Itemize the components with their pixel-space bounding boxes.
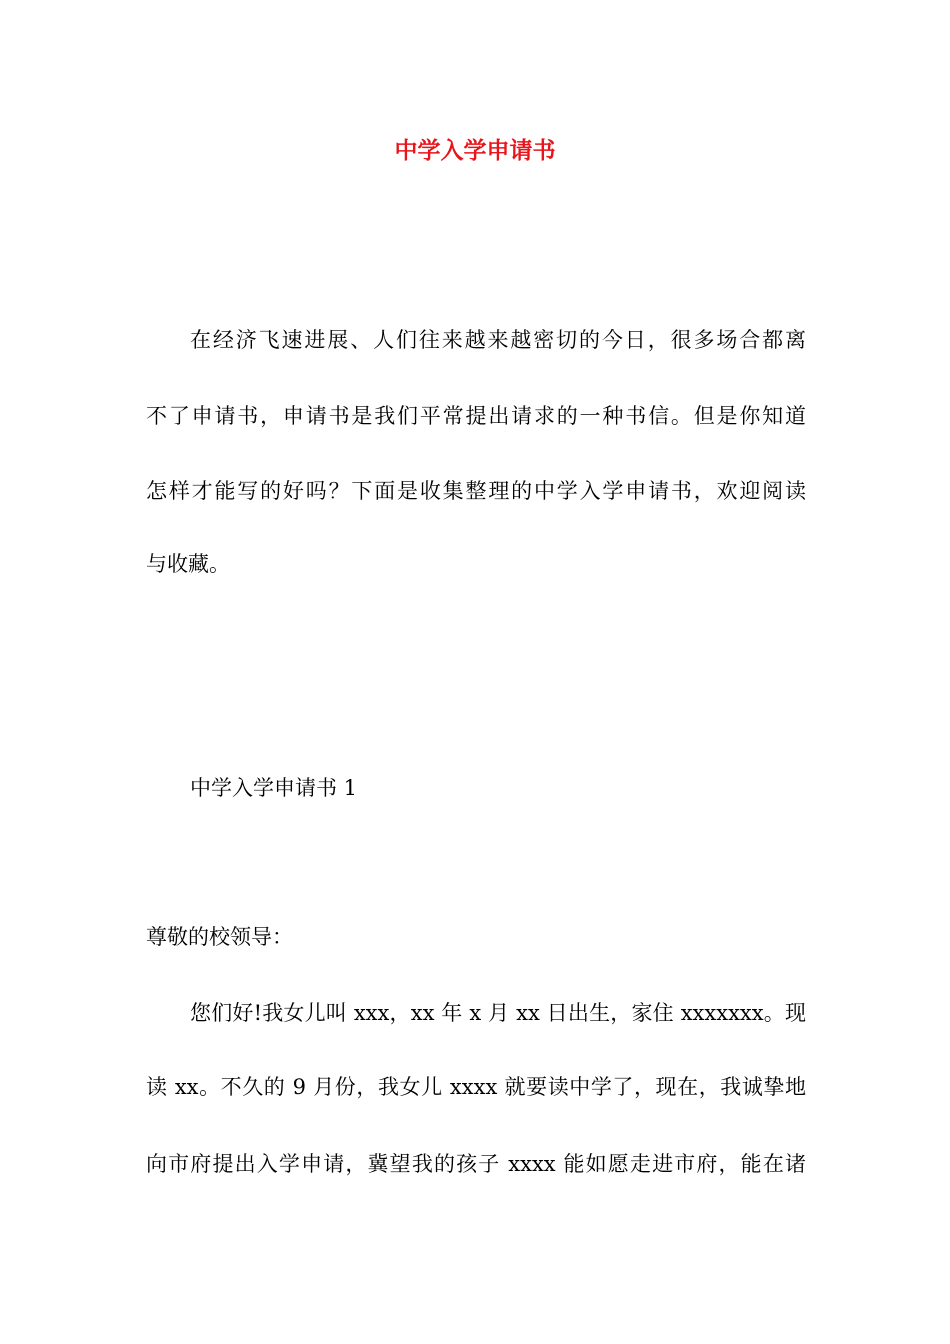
body-line-3: 向市府提出入学申请，冀望我的孩子 xxxx 能如愿走进市府，能在诸 — [146, 1152, 806, 1176]
salutation: 尊敬的校领导： — [146, 925, 293, 949]
body-line-1: 您们好!我女儿叫 xxx，xx 年 x 月 xx 日出生，家住 xxxxxxx。现 — [190, 1001, 806, 1025]
section-heading: 中学入学申请书 1 — [190, 776, 358, 800]
document-title: 中学入学申请书 — [394, 137, 556, 164]
intro-line-1: 在经济飞速进展、人们往来越来越密切的今日，很多场合都离 — [190, 328, 806, 352]
intro-line-4: 与收藏。 — [146, 552, 230, 576]
intro-line-2: 不了申请书，申请书是我们平常提出请求的一种书信。但是你知道 — [146, 404, 806, 428]
body-line-2: 读 xx。不久的 9 月份，我女儿 xxxx 就要读中学了，现在，我诚挚地 — [146, 1075, 806, 1099]
intro-line-3: 怎样才能写的好吗？下面是收集整理的中学入学申请书，欢迎阅读 — [146, 479, 806, 503]
